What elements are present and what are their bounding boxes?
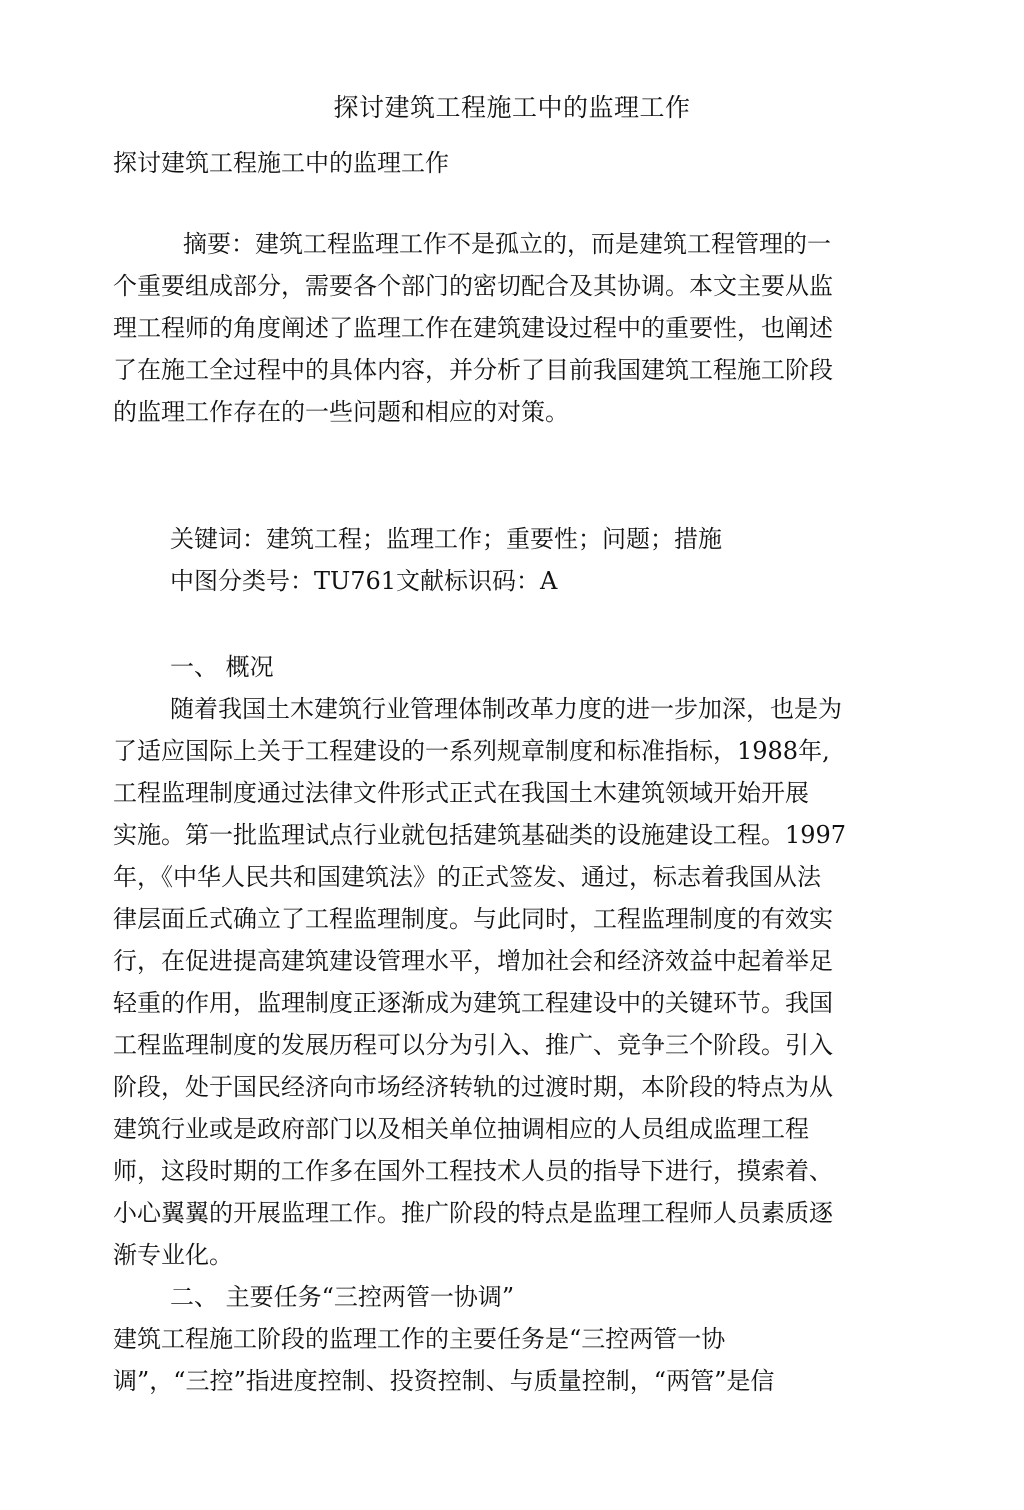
classification-line: 中图分类号：TU761文献标识码：A <box>170 567 558 595</box>
abstract-line: 了在施工全过程中的具体内容，并分析了目前我国建筑工程施工阶段 <box>113 356 833 384</box>
paragraph-line: 行，在促进提高建筑建设管理水平，增加社会和经济效益中起着举足 <box>113 947 833 975</box>
abstract-line: 的监理工作存在的一些问题和相应的对策。 <box>113 398 569 426</box>
paragraph-line: 阶段，处于国民经济向市场经济转轨的过渡时期，本阶段的特点为从 <box>113 1073 833 1101</box>
paragraph-line: 随着我国土木建筑行业管理体制改革力度的进一步加深，也是为 <box>170 695 842 723</box>
paragraph-line: 年，《中华人民共和国建筑法》的正式签发、通过，标志着我国从法 <box>113 863 821 891</box>
paragraph-line: 建筑行业或是政府部门以及相关单位抽调相应的人员组成监理工程 <box>113 1115 809 1143</box>
paragraph-line: 渐专业化。 <box>113 1241 233 1269</box>
abstract-line: 个重要组成部分，需要各个部门的密切配合及其协调。本文主要从监 <box>113 272 833 300</box>
abstract-paragraph <box>113 223 868 433</box>
section-2-heading: 二、 主要任务“三控两管一协调” <box>170 1283 515 1311</box>
document-title: 探讨建筑工程施工中的监理工作 <box>333 93 691 122</box>
section-1-heading: 一、 概况 <box>170 653 274 681</box>
section-1-paragraph <box>113 688 868 1276</box>
paragraph-line: 了适应国际上关于工程建设的一系列规章制度和标准指标，1988年, <box>113 737 830 765</box>
paragraph-line: 实施。第一批监理试点行业就包括建筑基础类的设施建设工程。1997 <box>113 821 847 849</box>
paragraph-line: 建筑工程施工阶段的监理工作的主要任务是“三控两管一协 <box>113 1325 726 1353</box>
paragraph-line: 小心翼翼的开展监理工作。推广阶段的特点是监理工程师人员素质逐 <box>113 1199 833 1227</box>
paragraph-line: 工程监理制度的发展历程可以分为引入、推广、竞争三个阶段。引入 <box>113 1031 833 1059</box>
document-subtitle: 探讨建筑工程施工中的监理工作 <box>113 149 449 177</box>
paragraph-line: 工程监理制度通过法律文件形式正式在我国土木建筑领域开始开展 <box>113 779 809 807</box>
keywords-line: 关键词：建筑工程；监理工作；重要性；问题；措施 <box>170 525 722 553</box>
paragraph-line: 律层面丘式确立了工程监理制度。与此同时，工程监理制度的有效实 <box>113 905 833 933</box>
section-2-paragraph <box>113 1318 868 1402</box>
abstract-line: 理工程师的角度阐述了监理工作在建筑建设过程中的重要性，也阐述 <box>113 314 833 342</box>
paragraph-line: 轻重的作用，监理制度正逐渐成为建筑工程建设中的关键环节。我国 <box>113 989 833 1017</box>
paragraph-line: 师，这段时期的工作多在国外工程技术人员的指导下进行，摸索着、 <box>113 1157 833 1185</box>
paragraph-line: 调”，“三控”指进度控制、投资控制、与质量控制，“两管”是信 <box>113 1367 775 1395</box>
abstract-line: 摘要：建筑工程监理工作不是孤立的，而是建筑工程管理的一 <box>183 230 831 258</box>
